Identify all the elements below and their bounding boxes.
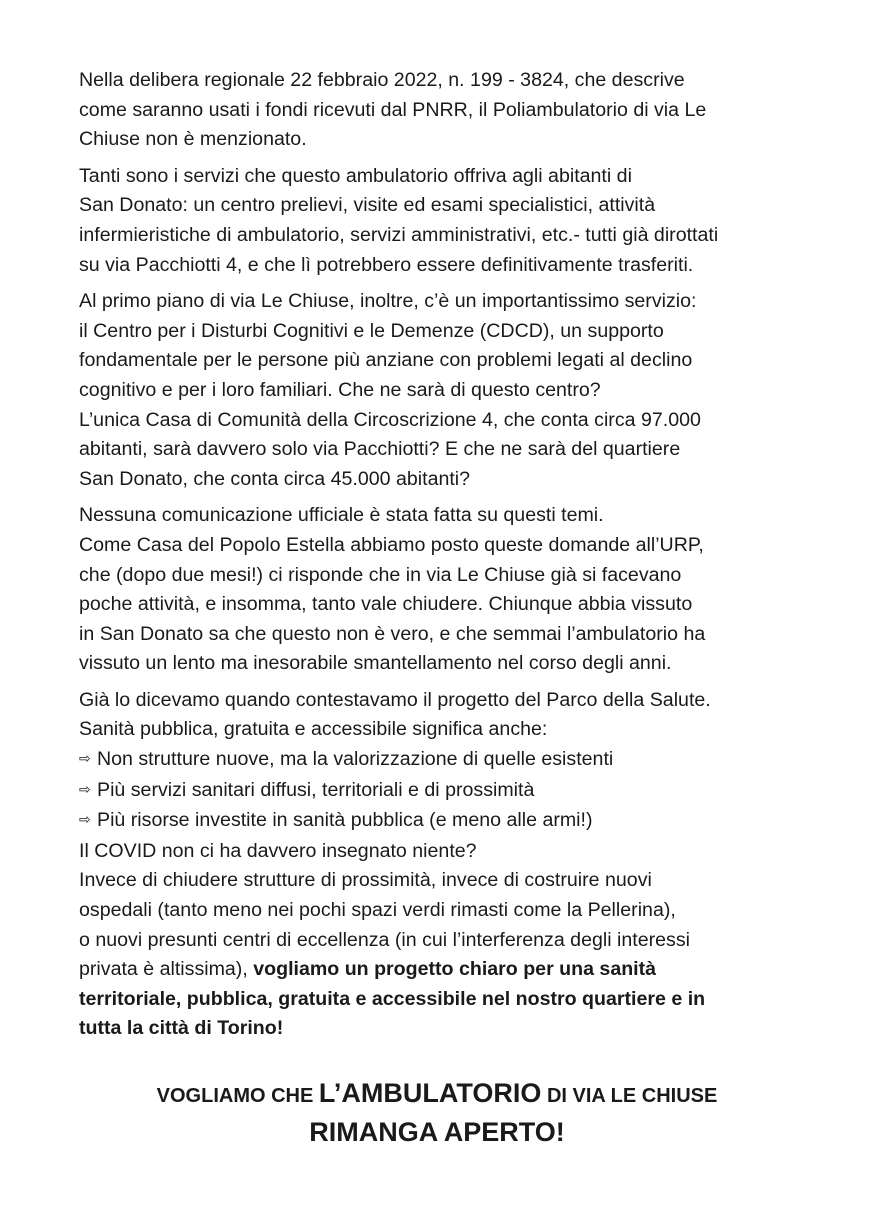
bold-emphasis-text: vogliamo un progetto chiaro per una sanità [253, 958, 657, 981]
outline-right-arrow-icon: ⇨ [79, 750, 91, 767]
text-line: infermieristiche di ambulatorio, servizi amministrativi, etc.- tutti già dirottati [79, 223, 719, 246]
text-line: L’unica Casa di Comunità della Circoscrizione 4, che conta circa 97.000 [79, 408, 701, 431]
bullet-item [79, 806, 799, 837]
text-line: il Centro per i Disturbi Cognitivi e le Demenze (CDCD), un supporto [79, 319, 664, 342]
text-line: fondamentale per le persone più anziane con problemi legati al declino [79, 349, 693, 372]
headline-suffix: DI VIA LE CHIUSE [541, 1085, 718, 1107]
document-body [79, 66, 799, 1051]
paragraph-servizi [79, 162, 799, 280]
text-line: abitanti, sarà davvero solo via Pacchiotti? E che ne sarà del quartiere [79, 438, 681, 461]
text-line: Chiuse non è menzionato. [79, 128, 307, 151]
text-line: Il COVID non ci ha davvero insegnato niente? [79, 839, 477, 862]
text-line: Invece di chiudere strutture di prossimità, invece di costruire nuovi [79, 869, 652, 892]
bullet-item [79, 776, 799, 807]
text-line: cognitivo e per i loro familiari. Che ne sarà di questo centro? [79, 378, 601, 401]
bullet-text: Più risorse investite in sanità pubblica (e meno alle armi!) [97, 809, 593, 832]
headline-row-2: RIMANGA APERTO! [309, 1117, 565, 1147]
text-line: San Donato, che conta circa 45.000 abitanti? [79, 467, 471, 490]
regular-text: privata è altissima), [79, 958, 254, 981]
headline-row-1 [0, 1075, 874, 1114]
text-line-mixed [79, 955, 799, 985]
bullet-text: Più servizi sanitari diffusi, territoriali e di prossimità [97, 778, 535, 801]
text-line: Al primo piano di via Le Chiuse, inoltre, c’è un importantissimo servizio: [79, 290, 697, 313]
bold-text-line: tutta la città di Torino! [79, 1017, 284, 1040]
text-line: vissuto un lento ma inesorabile smantellamento nel corso degli anni. [79, 652, 672, 675]
text-line: o nuovi presunti centri di eccellenza (in cui l’interferenza degli interessi [79, 928, 690, 951]
text-line: Tanti sono i servizi che questo ambulatorio offriva agli abitanti di [79, 164, 632, 187]
text-line: Nella delibera regionale 22 febbraio 2022, n. 199 - 3824, che descrive [79, 69, 685, 91]
text-line: Come Casa del Popolo Estella abbiamo posto queste domande all’URP, [79, 533, 704, 556]
headline-prefix: VOGLIAMO CHE [156, 1085, 319, 1107]
bullet-item [79, 745, 799, 776]
paragraph-cdcd [79, 287, 799, 494]
text-line: ospedali (tanto meno nei pochi spazi verdi rimasti come la Pellerina), [79, 899, 676, 922]
text-line: come saranno usati i fondi ricevuti dal PNRR, il Poliambulatorio di via Le [79, 98, 707, 121]
outline-right-arrow-icon: ⇨ [79, 780, 91, 797]
paragraph-comunicazione [79, 501, 799, 679]
closing-headline [0, 1075, 874, 1150]
text-line: poche attività, e insomma, tanto vale chiudere. Chiunque abbia vissuto [79, 593, 693, 616]
text-line: Nessuna comunicazione ufficiale è stata fatta su questi temi. [79, 504, 604, 527]
text-line: Sanità pubblica, gratuita e accessibile significa anche: [79, 718, 548, 741]
text-line: San Donato: un centro prelievi, visite ed esami specialistici, attività [79, 194, 656, 217]
headline-emphasis: L’AMBULATORIO [318, 1078, 542, 1108]
text-line: Già lo dicevamo quando contestavamo il progetto del Parco della Salute. [79, 688, 711, 711]
text-line: in San Donato sa che questo non è vero, e che semmai l’ambulatorio ha [79, 622, 706, 645]
outline-right-arrow-icon: ⇨ [79, 811, 91, 828]
text-line: su via Pacchiotti 4, e che lì potrebbero essere definitivamente trasferiti. [79, 253, 694, 276]
paragraph-sanita-pubblica [79, 686, 799, 1044]
bullet-text: Non strutture nuove, ma la valorizzazione di quelle esistenti [97, 748, 614, 771]
paragraph-delibera [79, 66, 799, 155]
text-line: che (dopo due mesi!) ci risponde che in via Le Chiuse già si facevano [79, 563, 682, 586]
bold-text-line: territoriale, pubblica, gratuita e accessibile nel nostro quartiere e in [79, 987, 706, 1010]
